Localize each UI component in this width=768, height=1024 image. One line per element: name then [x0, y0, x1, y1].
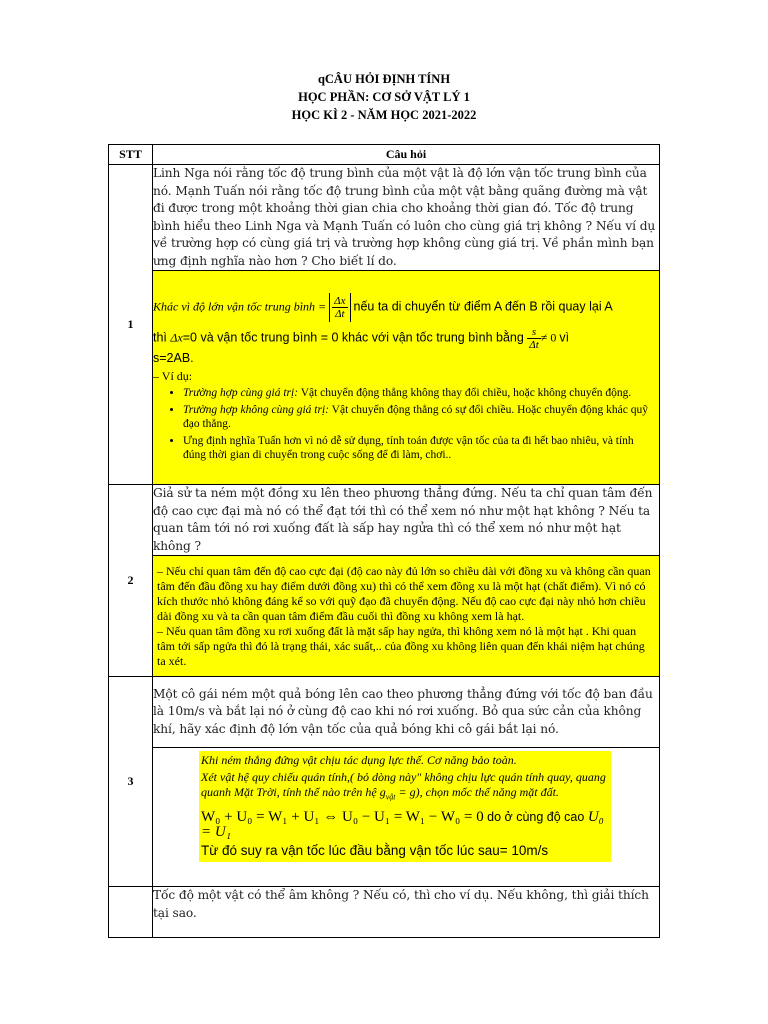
formula-dx: Δx — [170, 329, 183, 344]
fraction-numerator: Δx — [334, 294, 346, 307]
formula-neq: ≠ 0 — [540, 329, 557, 344]
answer-row — [109, 748, 660, 887]
answer-text: =0 và vận tốc trung bình = 0 khác với vận tốc trung bình bằng — [182, 329, 528, 344]
answer-block — [153, 271, 660, 485]
row-number: 2 — [109, 485, 153, 677]
answer-text: s=2AB. — [153, 350, 194, 365]
answer-text: Khi ném thẳng đứng vật chịu tác dụng lực thế. Cơ năng bảo toàn. — [201, 753, 517, 767]
table-row — [109, 887, 660, 938]
fraction-denominator: Δt — [335, 307, 345, 320]
title-line-2: HỌC PHẦN: CƠ SỞ VẬT LÝ 1 — [298, 90, 470, 104]
bullet-label: Trường hợp cùng giá trị: — [183, 386, 299, 399]
bullet-text: Ưng định nghĩa Tuấn hơn vì nó dễ sử dụng, tính toán được vận tốc của ta đi hết bao nhiêu, và tính đúng thời gian di chuyển trong cuộc sống để đi làm, chơi.. — [183, 434, 634, 461]
formula-subscript: vật — [385, 792, 396, 802]
answer-text: thì — [153, 329, 171, 344]
formula-abs — [329, 293, 350, 322]
formula-symbol: g — [379, 785, 386, 799]
potential-equation: U₀ = U₁ — [201, 809, 604, 841]
question-table — [108, 144, 660, 938]
answer-text: nếu ta di chuyển từ điểm A đến B rồi quay lại A — [353, 298, 613, 313]
answer-row — [109, 271, 660, 485]
document-title — [0, 70, 768, 124]
column-header-stt: STT — [109, 145, 153, 165]
list-item — [183, 386, 659, 400]
answer-paragraph: – Nếu quan tâm đồng xu rơi xuống đất là mặt sấp hay ngửa, thì không xem nó là một hạt . Khi quan tâm tới sấp ngửa thì đó là trạng thái, xác suất,.. của đồng xu không liên quan đến khái niệm hạt chúng ta xét. — [157, 623, 645, 668]
answer-row — [109, 556, 660, 677]
table-row — [109, 165, 660, 271]
title-line-1: qCÂU HỎI ĐỊNH TÍNH — [317, 72, 451, 86]
table-row — [109, 485, 660, 556]
column-header-question: Câu hỏi — [153, 145, 660, 165]
bullet-label: Trường hợp không cùng giá trị: — [183, 403, 330, 416]
answer-text — [201, 770, 609, 804]
question-text: Giả sử ta ném một đồng xu lên theo phương thẳng đứng. Nếu ta chỉ quan tâm đến độ cao cực đại mà nó có thể đạt tới thì có thể xem nó như một hạt không ? Nếu ta quan tâm tới nó rơi xuống đất là sấp hay ngửa thì có thể xem nó như một hạt không ? — [153, 485, 660, 556]
answer-text-segment: Xét vật hệ quy chiếu quán tính,( bỏ dòng này" không chịu lực quán tính quay, quang quanh Mặt Trời, tính thế nào trên hệ — [201, 770, 606, 799]
answer-block — [199, 751, 611, 862]
row-number: 1 — [109, 165, 153, 485]
title-line-3: HỌC KÌ 2 - NĂM HỌC 2021-2022 — [291, 108, 477, 122]
answer-block — [153, 556, 660, 677]
formula-fraction — [527, 326, 541, 351]
answer-text: Khác vì độ lớn vận tốc trung bình = — [153, 298, 330, 313]
list-item — [183, 434, 659, 462]
answer-paragraph: – Nếu chỉ quan tâm đến độ cao cực đại (độ cao này đủ lớn so chiều dài với đồng xu và không cần quan tâm đến đầu đồng xu hay điểm dưới đồng xu) thì có thể xem đồng xu là một hạt (chất điểm). Vì nó có kích thước nhỏ không đáng kể so với quỹ đạo đã chuyển động. Nếu độ cao cực đại này nhỏ hơn chiều dài đồng xu và ta cần quan tâm điểm đầu cuối thì đồng xu không xem là hạt. — [157, 563, 651, 623]
answer-text-segment: ), chọn mốc thế năng mặt đất. — [415, 785, 559, 799]
table-header-row — [109, 145, 660, 165]
bullet-text: Vật chuyển động thẳng có sự đổi chiều. Hoặc chuyển động khác quỹ đạo thẳng. — [183, 403, 649, 430]
row-number: 3 — [109, 677, 153, 887]
row-number — [109, 887, 153, 938]
list-item — [183, 403, 659, 431]
table-row — [109, 677, 660, 748]
formula-gvat — [379, 785, 416, 802]
equation-line — [201, 810, 609, 840]
fraction-numerator: s — [527, 326, 541, 339]
fraction-denominator: Δt — [529, 338, 539, 351]
answer-text: vì — [559, 329, 570, 344]
answer-text: do ở cùng độ cao — [483, 810, 588, 825]
question-text: Một cô gái ném một quả bóng lên cao theo phương thẳng đứng với tốc độ ban đầu là 10m/s và bắt lại nó ở cùng độ cao khi nó rơi xuống. Bỏ qua sức cản của không khí, hãy xác định độ lớn vận tốc của quả bóng khi cô gái bắt lại nó. — [153, 677, 660, 748]
question-text: Linh Nga nói rằng tốc độ trung bình của một vật là độ lớn vận tốc trung bình của nó. Mạnh Tuấn nói rằng tốc độ trung bình của một vật bằng quãng đường mà vật đi được trong một khoảng thời gian chia cho khoảng thời gian đó. Tốc độ trung bình hiểu theo Linh Nga và Mạnh Tuấn có luôn cho cùng giá trị không ? Nếu ví dụ về trường hợp có cùng giá trị và trường hợp không cùng giá trị. Về phần mình bạn ưng định nghĩa nào hơn ? Cho biết lí do. — [153, 165, 660, 271]
answer-cell — [153, 748, 660, 887]
bullet-text: Vật chuyển động thẳng không thay đổi chiều, hoặc không chuyển động. — [298, 386, 632, 399]
formula-equality: = g — [395, 785, 416, 799]
energy-equation: W₀ + U₀ = W₁ + U₁ ⇔ U₀ − U₁ = W₁ − W₀ = 0 — [201, 809, 484, 826]
answer-bullet-list — [153, 386, 659, 462]
answer-text: – Ví dụ: — [153, 368, 193, 383]
question-text: Tốc độ một vật có thể âm không ? Nếu có, thì cho ví dụ. Nếu không, thì giải thích tại sao. — [153, 887, 660, 938]
answer-conclusion: Từ đó suy ra vận tốc lúc đầu bằng vận tốc lúc sau= 10m/s — [201, 843, 549, 859]
